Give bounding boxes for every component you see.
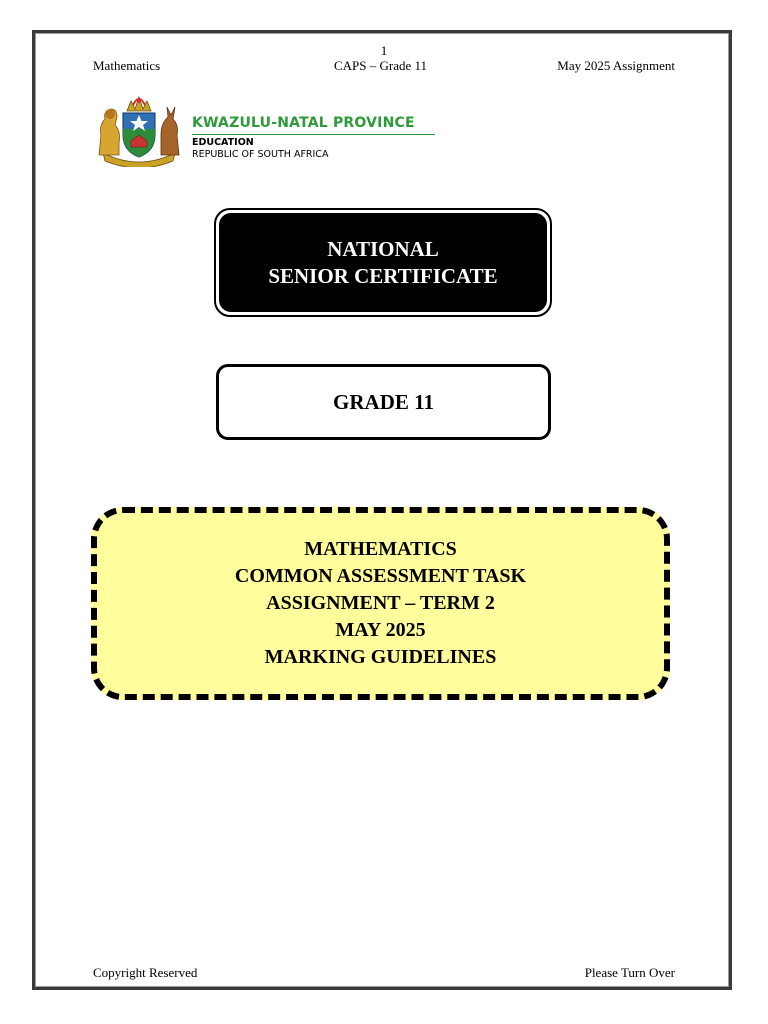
certificate-banner-inner xyxy=(219,213,547,312)
logo-divider xyxy=(192,134,435,135)
title-assignment: ASSIGNMENT – TERM 2 xyxy=(266,592,495,614)
province-name: KWAZULU-NATAL PROVINCE xyxy=(192,115,415,131)
page-number: 1 xyxy=(380,43,388,58)
department-name: EDUCATION xyxy=(192,137,254,148)
title-panel xyxy=(91,507,670,700)
grade-box xyxy=(216,364,551,440)
certificate-line-2: SENIOR CERTIFICATE xyxy=(268,263,498,288)
title-task: COMMON ASSESSMENT TASK xyxy=(234,565,527,587)
header-curriculum: CAPS – Grade 11 xyxy=(334,58,428,73)
title-subject: MATHEMATICS xyxy=(304,538,457,560)
title-document-type: MARKING GUIDELINES xyxy=(264,646,497,668)
coat-of-arms-icon xyxy=(93,95,185,167)
certificate-line-1: NATIONAL xyxy=(327,236,439,261)
header-subject: Mathematics xyxy=(93,58,161,73)
header-assignment: May 2025 Assignment xyxy=(557,58,675,73)
department-logo xyxy=(93,95,453,167)
title-date: MAY 2025 xyxy=(335,619,426,641)
footer-copyright: Copyright Reserved xyxy=(93,965,198,980)
grade-label: GRADE 11 xyxy=(333,389,434,414)
country-name: REPUBLIC OF SOUTH AFRICA xyxy=(192,149,329,160)
footer-turn-over: Please Turn Over xyxy=(584,965,675,980)
certificate-banner xyxy=(214,208,552,317)
